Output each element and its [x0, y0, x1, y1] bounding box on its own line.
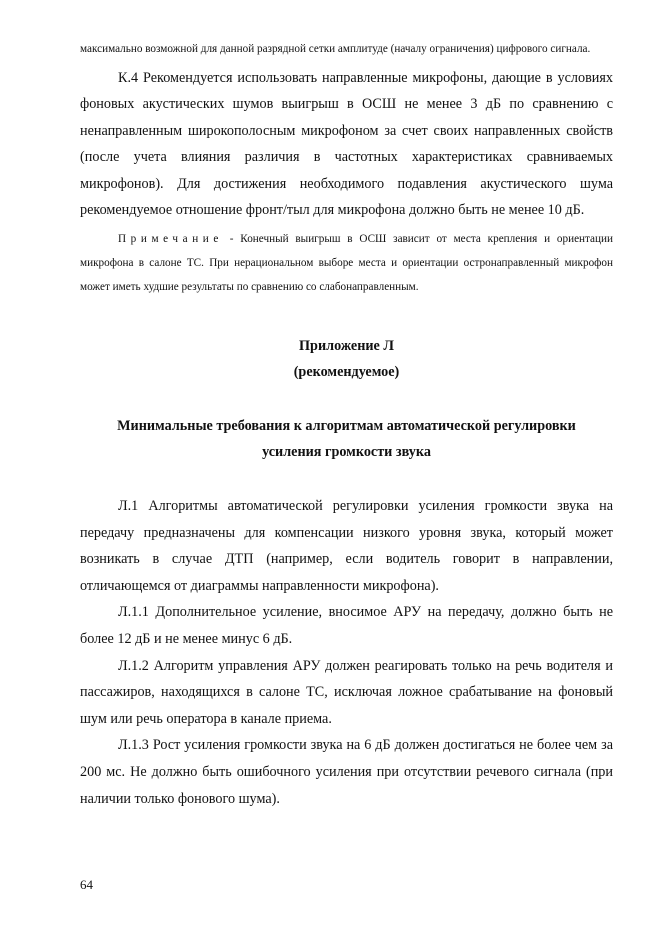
page-number: 64 [80, 877, 93, 892]
paragraph-k4: К.4 Рекомендуется использовать направленные микрофоны, дающие в условиях фоновых акустических шумов выигрыш в ОСШ не менее 3 дБ по сравнению с ненаправленным широкополосным микрофоном за счет своих направленных свойств (после учета влияния различия в частотных характеристиках сравниваемых микрофонов). Для достижения необходимого подавления акустического шума рекомендуемое отношение фронт/тыл для микрофона должно быть не менее 10 дБ. [80, 69, 613, 219]
note-label: Примечание [118, 233, 223, 246]
section-title-line-1: Минимальные требования к алгоритмам автоматической регулировки [117, 418, 576, 435]
paragraph-l1-2: Л.1.2 Алгоритм управления АРУ должен реагировать только на речь водителя и пассажиров, находящихся в салоне ТС, исключая ложное срабатывание на фоновый шум или речь оператора в канале приема. [80, 657, 613, 727]
paragraph-l1: Л.1 Алгоритмы автоматической регулировки усиления громкости звука на передачу предназначены для компенсации низкого уровня звука, который может возникать в случае ДТП (например, если водитель говорит в направлении, отличающемся от диаграммы направленности микрофона). [80, 498, 613, 594]
appendix-status: (рекомендуемое) [293, 364, 400, 381]
carryover-paragraph: максимально возможной для данной разрядной сетки амплитуде (началу ограничения) цифрового сигнала. [80, 43, 591, 55]
paragraph-l1-1: Л.1.1 Дополнительное усиление, вносимое АРУ на передачу, должно быть не более 12 дБ и не менее минус 6 дБ. [80, 604, 613, 648]
document-page [80, 38, 613, 812]
note-paragraph [80, 227, 613, 299]
section-title-line-2: усиления громкости звука [262, 444, 431, 461]
appendix-title: Приложение Л [299, 338, 394, 355]
note-text: - Конечный выигрыш в ОСШ зависит от места крепления и ориентации микрофона в салоне ТС. При нерациональном выборе места и ориентации остронаправленный микрофон может иметь худшие результаты по сравнению со слабонаправленным. [80, 233, 613, 294]
paragraph-l1-3: Л.1.3 Рост усиления громкости звука на 6 дБ должен достигаться не более чем за 200 мс. Не должно быть ошибочного усиления при отсутствии речевого сигнала (при наличии только фонового шума). [80, 737, 613, 807]
